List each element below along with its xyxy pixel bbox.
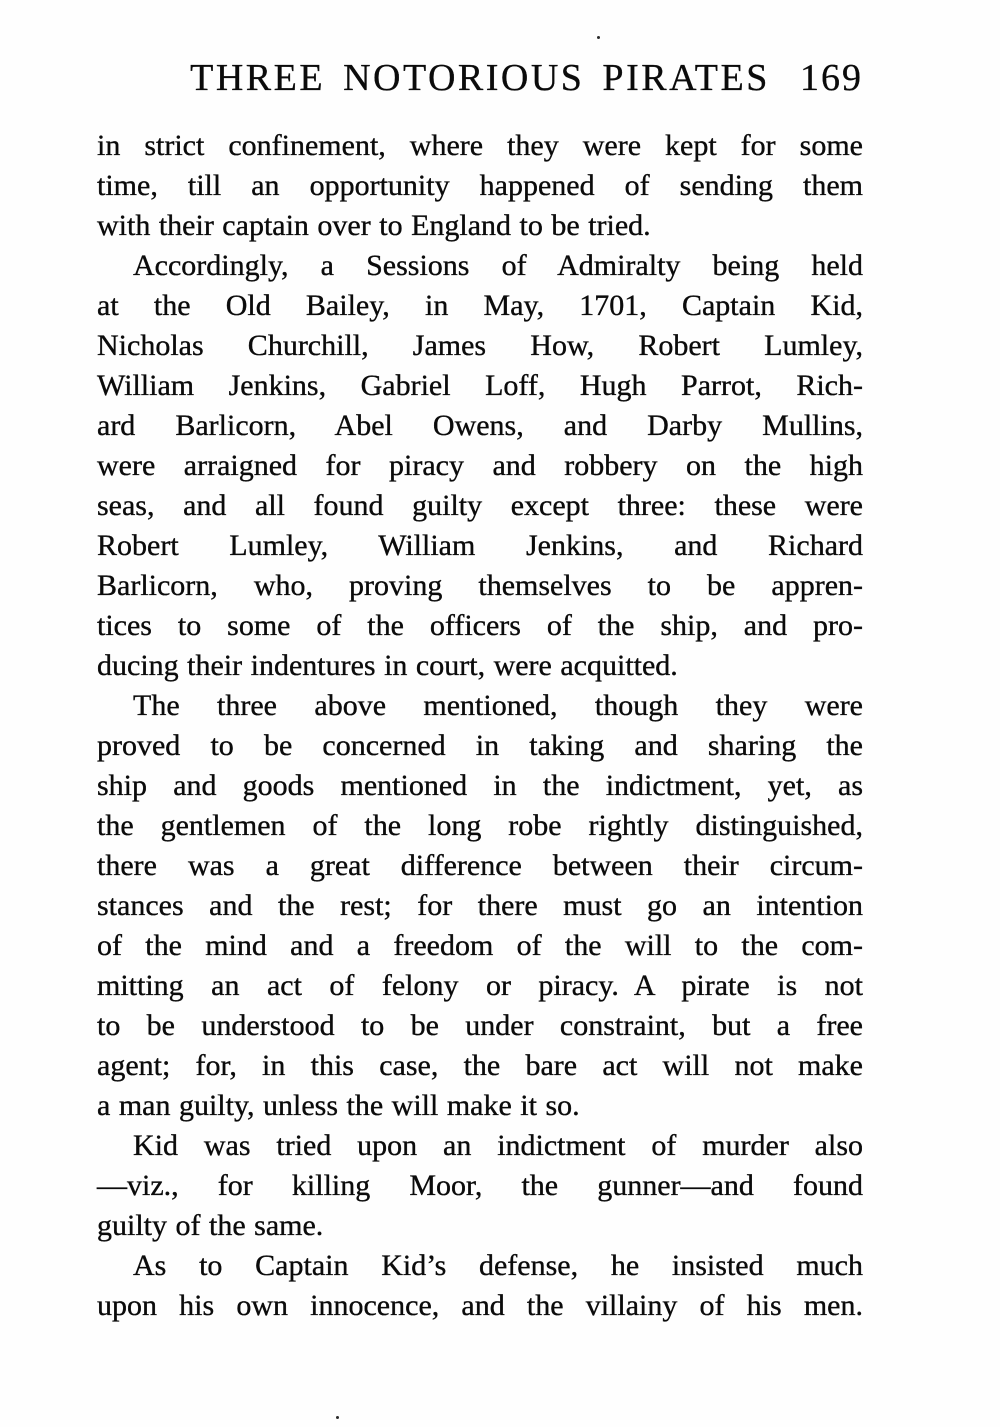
text-line: with their captain over to England to be tried. [97,209,651,242]
text-line: at the Old Bailey, in May, 1701, Captain Kid, [97,289,863,322]
running-title: THREE NOTORIOUS PIRATES [190,57,770,99]
text-line: William Jenkins, Gabriel Loff, Hugh Parrot, Rich- [97,369,863,402]
page-body [97,126,863,1326]
page-number: 169 [800,57,863,99]
text-line: agent; for, in this case, the bare act will not make [97,1049,863,1082]
text-line: upon his own innocence, and the villainy of his men. [97,1289,863,1322]
text-line: of the mind and a freedom of the will to the com- [97,929,863,962]
text-line: Barlicorn, who, proving themselves to be appren- [97,569,863,602]
text-line: proved to be concerned in taking and sharing the [97,729,863,762]
text-line: Kid was tried upon an indictment of murder also [133,1129,863,1162]
text-line: ard Barlicorn, Abel Owens, and Darby Mullins, [97,409,863,442]
text-line: The three above mentioned, though they were [133,689,863,722]
text-line: in strict confinement, where they were kept for some [97,129,863,162]
text-line: —viz., for killing Moor, the gunner—and found [97,1169,863,1202]
running-header [97,56,863,104]
text-column [97,56,863,1326]
text-line: time, till an opportunity happened of sending them [97,169,863,202]
text-line: tices to some of the officers of the ship, and pro- [97,609,863,642]
text-line: to be understood to be under constraint, but a free [97,1009,863,1042]
text-line: the gentlemen of the long robe rightly distinguished, [97,809,863,842]
text-line: seas, and all found guilty except three: these were [97,489,863,522]
text-line: a man guilty, unless the will make it so. [97,1089,580,1122]
text-line: Accordingly, a Sessions of Admiralty being held [133,249,863,282]
text-line: Robert Lumley, William Jenkins, and Richard [97,529,863,562]
text-line: ducing their indentures in court, were acquitted. [97,649,678,682]
text-line: As to Captain Kid’s defense, he insisted much [133,1249,863,1282]
scan-speck [597,36,600,39]
text-line: stances and the rest; for there must go an intention [97,889,863,922]
text-line: ship and goods mentioned in the indictment, yet, as [97,769,863,802]
scan-speck [336,1416,339,1419]
text-line: were arraigned for piracy and robbery on the high [97,449,863,482]
text-line: there was a great difference between their circum- [97,849,863,882]
text-line: Nicholas Churchill, James How, Robert Lumley, [97,329,863,362]
text-line: guilty of the same. [97,1209,324,1242]
text-line: mitting an act of felony or piracy. A pirate is not [97,969,863,1002]
